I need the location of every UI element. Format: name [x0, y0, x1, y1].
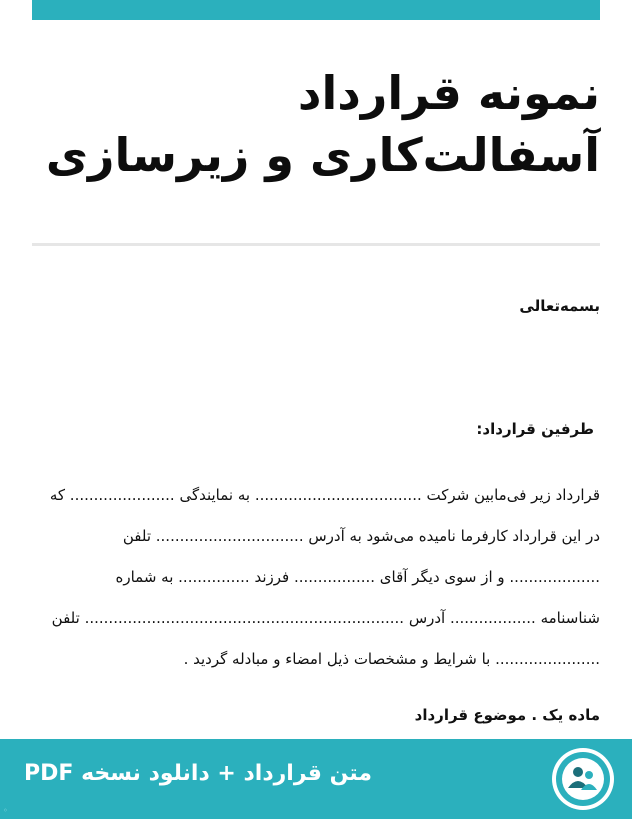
- blessing-text: بسمه‌تعالی: [519, 297, 600, 315]
- download-banner[interactable]: [0, 739, 632, 819]
- parties-heading: طرفین قرارداد:: [476, 420, 594, 438]
- page-title: [40, 62, 600, 186]
- contract-body: [30, 475, 600, 680]
- title-line-2: آسفالت‌کاری و زیرسازی: [45, 128, 600, 182]
- body-line-4: شناسنامه .................. آدرس ................................................................... تلفن: [51, 609, 600, 627]
- download-cta-text[interactable]: متن قرارداد + دانلود نسخه PDF: [24, 761, 372, 786]
- body-line-2: در این قرارداد کارفرما نامیده می‌شود به آدرس ............................... تلفن: [122, 527, 600, 545]
- body-line-5: ...................... با شرایط و مشخصات ذیل امضاء و مبادله گردید .: [183, 650, 600, 668]
- body-line-1: قرارداد زیر فی‌مابین شرکت ................................... به نمایندگی ...................... که: [49, 486, 600, 504]
- corner-mark: ◦: [3, 806, 8, 815]
- body-line-3: ................... و از سوی دیگر آقای ................. فرزند ............... به شماره: [115, 568, 600, 586]
- article-one-heading: ماده یک . موضوع قرارداد: [414, 706, 600, 724]
- title-line-1: نمونه قرارداد: [297, 66, 600, 120]
- users-icon: [552, 748, 614, 810]
- title-divider: [32, 243, 600, 246]
- top-accent-bar: [32, 0, 600, 20]
